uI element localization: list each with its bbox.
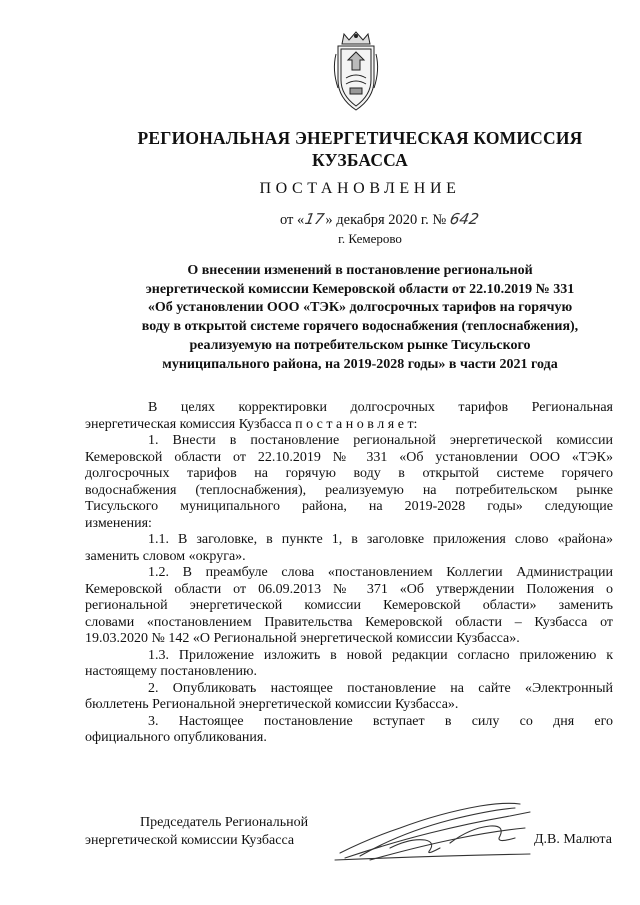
paragraph-item-1-1 xyxy=(85,532,613,565)
organization-name-line2: КУЗБАССА xyxy=(312,150,408,170)
title-line: О внесении изменений в постановление региональной xyxy=(187,263,533,278)
paragraph-line: водоснабжения (теплоснабжения), реализуемую на потребительском рынке xyxy=(85,482,613,498)
title-line: «Об установлении ООО «ТЭК» долгосрочных тарифов на горячую xyxy=(147,300,573,316)
paragraph-line: 2. Опубликовать настоящее постановление на сайте «Электронный xyxy=(148,680,613,696)
paragraph-line: заменить словом «округа». xyxy=(85,548,246,564)
organization-name-line1: РЕГИОНАЛЬНАЯ ЭНЕРГЕТИЧЕСКАЯ КОМИССИЯ xyxy=(137,128,583,148)
paragraph-line: В целях корректировки долгосрочных тарифов Региональная xyxy=(148,400,613,415)
date-prefix: от « xyxy=(280,212,305,228)
paragraph-line: долгосрочных тарифов на горячую воду в открытой системе горячего xyxy=(85,466,613,481)
handwritten-signature xyxy=(330,798,540,868)
city: г. Кемерово xyxy=(338,231,402,246)
paragraph-line: региональной энергетической комиссии Кемеровской области» заменить xyxy=(85,598,613,613)
paragraph-line: 19.03.2020 № 142 «О Региональной энергетической комиссии Кузбасса». xyxy=(85,631,520,646)
paragraph-line: 1. Внести в постановление региональной энергетической комиссии xyxy=(148,433,613,448)
paragraph-item-2 xyxy=(85,681,613,714)
signatory-position-line2: энергетической комиссии Кузбасса xyxy=(85,833,295,848)
title-line: энергетической комиссии Кемеровской области от 22.10.2019 № 331 xyxy=(145,281,575,297)
paragraph-line: официального опубликования. xyxy=(85,730,267,745)
paragraph-line: Тисульского муниципального района, на 2019-2028 годы» следующие xyxy=(85,499,613,514)
paragraph-line: бюллетень Региональной энергетической комиссии Кузбасса». xyxy=(85,697,459,712)
date-suffix: » декабря 2020 г. № xyxy=(325,212,447,228)
paragraph-item-1 xyxy=(85,433,613,532)
paragraph-line: Кемеровской области от 06.09.2013 № 371 «Об утверждении Положения о xyxy=(85,581,613,597)
signatory-position xyxy=(85,814,308,850)
document-number-handwritten: 642 xyxy=(448,210,481,228)
paragraph-line: 1.1. В заголовке, в пункте 1, в заголовке приложения слово «района» xyxy=(148,532,613,547)
paragraph-line: Кемеровской области от 22.10.2019 № 331 «Об установлении ООО «ТЭК» xyxy=(85,449,613,465)
signatory-name: Д.В. Малюта xyxy=(534,832,612,847)
paragraph-line: 1.3. Приложение изложить в новой редакции согласно приложению к xyxy=(148,647,613,663)
paragraph-line: 3. Настоящее постановление вступает в силу со дня его xyxy=(148,713,613,729)
document-type: ПОСТАНОВЛЕНИЕ xyxy=(259,180,461,197)
title-line: муниципального района, на 2019-2028 годы» в части 2021 года xyxy=(162,356,558,372)
paragraph-line: словами «постановлением Правительства Кемеровской области – Кузбасса от xyxy=(85,614,613,630)
paragraph-line: энергетическая комиссия Кузбасса п о с т а н о в л я е т: xyxy=(85,416,418,432)
date-day-handwritten: 17 xyxy=(303,210,326,228)
paragraph-line: 1.2. В преамбуле слова «постановлением Коллегии Администрации xyxy=(148,565,613,580)
paragraph-item-3 xyxy=(85,714,613,747)
title-line: воду в открытой системе горячего водоснабжения (теплоснабжения), xyxy=(141,319,579,335)
paragraph-line: настоящему постановлению. xyxy=(85,664,257,679)
paragraph-line: изменения: xyxy=(85,515,152,531)
document-body xyxy=(85,400,613,747)
date-line xyxy=(280,210,479,229)
paragraph-item-1-2 xyxy=(85,565,613,648)
paragraph-item-1-3 xyxy=(85,648,613,681)
title-line: реализуемую на потребительском рынке Тисульского xyxy=(189,337,531,353)
coat-of-arms-emblem xyxy=(330,30,382,114)
signatory-position-line1: Председатель Региональной xyxy=(140,815,309,830)
paragraph-preamble xyxy=(85,400,613,433)
document-title xyxy=(100,262,620,374)
